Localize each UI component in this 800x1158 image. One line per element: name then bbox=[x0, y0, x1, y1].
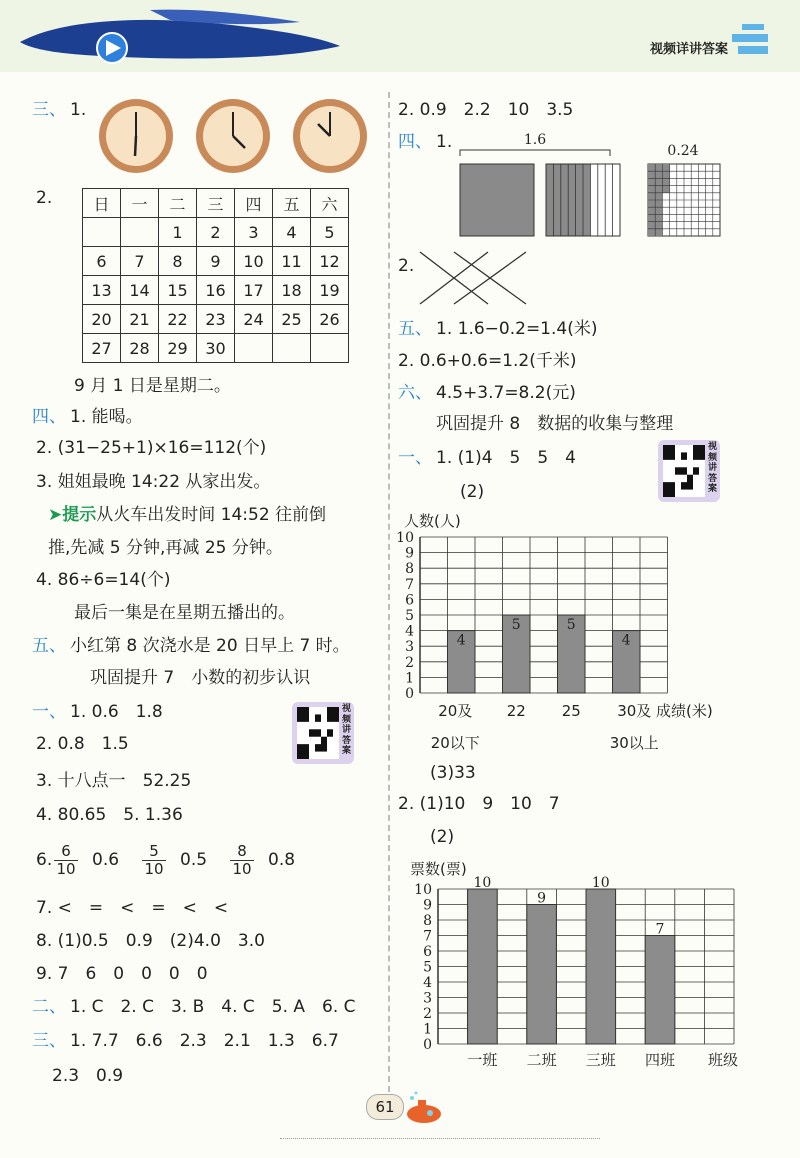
table-row bbox=[83, 276, 349, 305]
clock-icon bbox=[293, 99, 367, 173]
p8-q1-2: (2) bbox=[460, 482, 485, 502]
fraction bbox=[54, 843, 78, 878]
y-tick-label: 2 bbox=[405, 654, 414, 671]
calendar-header: 三 bbox=[197, 189, 235, 218]
decimal-value: 0.8 bbox=[268, 850, 296, 870]
data-label: 10 bbox=[473, 875, 492, 891]
calendar-cell: 9 bbox=[197, 247, 235, 276]
r-section-5-label: 五、 bbox=[398, 319, 432, 339]
hint-line-1 bbox=[48, 503, 326, 527]
hint-text: 从火车出发时间 14:52 往前倒 bbox=[96, 505, 327, 525]
p7-q8: 8. (1)0.5 0.9 (2)4.0 3.0 bbox=[36, 931, 265, 951]
chart-xlabel: 班级 bbox=[708, 1051, 739, 1069]
p7-q7: 7. < = < = < < bbox=[36, 898, 229, 918]
p7-s1: 1. 0.6 1.8 bbox=[70, 702, 163, 722]
bar bbox=[586, 889, 616, 1044]
calendar-cell bbox=[83, 218, 121, 247]
p7-section-3-label: 三、 bbox=[32, 1031, 66, 1051]
calendar-cell: 23 bbox=[197, 305, 235, 334]
y-tick-label: 1 bbox=[423, 1021, 432, 1038]
calendar-cell bbox=[235, 334, 273, 363]
data-label: 10 bbox=[591, 875, 610, 891]
data-label: 9 bbox=[537, 890, 547, 907]
qr-code[interactable] bbox=[292, 702, 354, 764]
y-tick-label: 4 bbox=[423, 975, 432, 991]
calendar-cell: 28 bbox=[121, 334, 159, 363]
chart-xlabel: 成绩(米) bbox=[656, 702, 713, 720]
calendar-cell: 6 bbox=[83, 247, 121, 276]
r-section-6-label: 六、 bbox=[398, 383, 432, 403]
calendar-cell: 2 bbox=[197, 218, 235, 247]
y-tick-label: 5 bbox=[405, 608, 414, 624]
calendar-cell: 18 bbox=[273, 276, 311, 305]
s4-q2: 2. (31−25+1)×16=112(个) bbox=[36, 438, 267, 458]
x-tick-label: 一班 bbox=[467, 1051, 498, 1069]
calendar-cell: 8 bbox=[159, 247, 197, 276]
clocks bbox=[98, 98, 378, 174]
p7-q4: 4. 80.65 5. 1.36 bbox=[36, 805, 183, 825]
x-tick-label: 30及 bbox=[617, 702, 652, 720]
qr-code-icon bbox=[663, 445, 705, 497]
r-s5-q2: 2. 0.6+0.6=1.2(千米) bbox=[398, 351, 577, 371]
bar-chart-1 bbox=[396, 506, 776, 758]
p7-q2: 2. 0.8 1.5 bbox=[36, 734, 129, 754]
qr-label: 视频讲答案 bbox=[341, 704, 351, 756]
hint-icon: ➤ bbox=[48, 505, 63, 525]
calendar-cell: 25 bbox=[273, 305, 311, 334]
r-s6: 4.5+3.7=8.2(元) bbox=[436, 383, 576, 403]
calendar-header: 一 bbox=[121, 189, 159, 218]
r-s5-q1: 1. 1.6−0.2=1.4(米) bbox=[436, 319, 598, 339]
page-number: 61 bbox=[366, 1094, 404, 1120]
calendar-cell bbox=[121, 218, 159, 247]
calendar-cell: 20 bbox=[83, 305, 121, 334]
calendar-cell: 7 bbox=[121, 247, 159, 276]
x-tick-label: 22 bbox=[506, 702, 526, 720]
fraction-numerator: 6 bbox=[54, 843, 78, 861]
p7-q3: 3. 十八点一 52.25 bbox=[36, 771, 192, 791]
bar-chart-2 bbox=[396, 852, 776, 1074]
matching-lines bbox=[418, 250, 530, 306]
y-tick-label: 3 bbox=[423, 990, 432, 1007]
calendar-cell: 11 bbox=[273, 247, 311, 276]
decimal-value: 0.6 bbox=[92, 850, 120, 870]
r-section-4-label: 四、 bbox=[398, 132, 432, 152]
calendar-header: 五 bbox=[273, 189, 311, 218]
fraction bbox=[142, 843, 166, 878]
y-tick-label: 0 bbox=[423, 1037, 432, 1053]
p8-s1: 1. (1)4 5 5 4 bbox=[436, 448, 576, 468]
y-tick-label: 10 bbox=[396, 530, 414, 546]
footer-line bbox=[280, 1138, 600, 1139]
fraction-denominator: 10 bbox=[144, 860, 164, 878]
calendar-cell: 24 bbox=[235, 305, 273, 334]
qr-code-icon bbox=[297, 707, 339, 759]
hint-label: 提示 bbox=[62, 505, 97, 525]
data-label: 5 bbox=[566, 617, 576, 633]
s3-q1-label: 1. bbox=[70, 100, 87, 120]
calendar-header: 日 bbox=[83, 189, 121, 218]
bar bbox=[527, 905, 557, 1045]
calendar-cell: 4 bbox=[273, 218, 311, 247]
data-label: 4 bbox=[456, 632, 466, 649]
y-tick-label: 3 bbox=[405, 639, 414, 656]
qr-label: 视频讲答案 bbox=[707, 442, 717, 494]
p8-q2-2: (2) bbox=[430, 827, 455, 847]
chart-ylabel: 票数(票) bbox=[410, 860, 467, 878]
decimal-value: 0.5 bbox=[180, 850, 208, 870]
s4-q1: 1. 能喝。 bbox=[70, 407, 143, 427]
fraction-denominator: 10 bbox=[232, 860, 252, 878]
x-tick-label: 20以下 bbox=[430, 734, 480, 752]
s5-text: 小红第 8 次浇水是 20 日早上 7 时。 bbox=[70, 636, 350, 656]
y-tick-label: 2 bbox=[423, 1006, 432, 1022]
y-tick-label: 1 bbox=[405, 670, 414, 687]
bar bbox=[468, 889, 498, 1044]
calendar-cell: 14 bbox=[121, 276, 159, 305]
calendar-cell: 29 bbox=[159, 334, 197, 363]
p7-section-1-label: 一、 bbox=[32, 702, 66, 722]
y-tick-label: 7 bbox=[405, 576, 414, 593]
x-tick-label: 20及 bbox=[438, 702, 473, 720]
x-tick-label: 二班 bbox=[526, 1051, 557, 1069]
header-banner bbox=[0, 0, 800, 72]
calendar-table bbox=[82, 188, 349, 363]
qr-code[interactable] bbox=[658, 440, 720, 502]
x-tick-label: 四班 bbox=[644, 1051, 676, 1069]
calendar-cell: 10 bbox=[235, 247, 273, 276]
clock-icon bbox=[99, 99, 173, 173]
calendar-cell bbox=[311, 334, 349, 363]
y-tick-label: 10 bbox=[414, 882, 432, 898]
s4-q4: 4. 86÷6=14(个) bbox=[36, 570, 171, 590]
p7-q6-label: 6. bbox=[36, 850, 53, 870]
calendar-cell: 26 bbox=[311, 305, 349, 334]
calendar-cell: 3 bbox=[235, 218, 273, 247]
calendar-cell: 27 bbox=[83, 334, 121, 363]
header-brand: 视频详讲答案 bbox=[650, 42, 729, 57]
calendar-cell bbox=[273, 334, 311, 363]
calendar-cell: 15 bbox=[159, 276, 197, 305]
fraction-numerator: 5 bbox=[142, 843, 166, 861]
table-row bbox=[83, 247, 349, 276]
p7-s2: 1. C 2. C 3. B 4. C 5. A 6. C bbox=[70, 997, 356, 1017]
table-row bbox=[83, 189, 349, 218]
calendar-header: 六 bbox=[311, 189, 349, 218]
p7-s3-a: 1. 7.7 6.6 2.3 2.1 1.3 6.7 bbox=[70, 1031, 339, 1051]
data-label: 7 bbox=[655, 921, 665, 938]
y-tick-label: 5 bbox=[423, 959, 432, 976]
section-title-7: 巩固提升 7 小数的初步认识 bbox=[90, 668, 311, 688]
s4-q3: 3. 姐姐最晚 14:22 从家出发。 bbox=[36, 472, 271, 492]
calendar-cell: 5 bbox=[311, 218, 349, 247]
section-5-label: 五、 bbox=[32, 636, 66, 656]
y-tick-label: 9 bbox=[405, 545, 414, 562]
p8-q1-3: (3)33 bbox=[430, 763, 476, 783]
y-tick-label: 8 bbox=[405, 561, 414, 578]
table-row bbox=[83, 305, 349, 334]
p8-section-1-label: 一、 bbox=[398, 448, 432, 468]
chart-ylabel: 人数(人) bbox=[404, 512, 461, 530]
y-tick-label: 7 bbox=[423, 928, 432, 945]
y-tick-label: 4 bbox=[405, 623, 414, 640]
q2-label: 2. bbox=[36, 188, 53, 208]
submarine-icon bbox=[400, 1090, 444, 1126]
calendar-cell: 16 bbox=[197, 276, 235, 305]
p7-s3-b: 2.3 0.9 bbox=[52, 1066, 124, 1086]
table-row bbox=[83, 334, 349, 363]
calendar-cell: 22 bbox=[159, 305, 197, 334]
figure-label-1: 1.6 bbox=[523, 132, 547, 148]
r-s4-q2: 2. bbox=[398, 256, 415, 276]
p7-section-2-label: 二、 bbox=[32, 997, 66, 1017]
calendar-header: 四 bbox=[235, 189, 273, 218]
y-tick-label: 9 bbox=[423, 897, 432, 914]
y-tick-label: 6 bbox=[405, 592, 414, 609]
y-tick-label: 0 bbox=[405, 686, 414, 702]
y-tick-label: 6 bbox=[423, 944, 432, 960]
calendar-cell: 17 bbox=[235, 276, 273, 305]
calendar-cell: 13 bbox=[83, 276, 121, 305]
x-tick-label: 三班 bbox=[585, 1051, 616, 1069]
bar bbox=[645, 936, 675, 1045]
x-tick-label: 25 bbox=[561, 702, 581, 720]
figure-label-2: 0.24 bbox=[667, 143, 699, 159]
calendar-cell: 30 bbox=[197, 334, 235, 363]
section-title-8: 巩固提升 8 数据的收集与整理 bbox=[436, 414, 674, 434]
hint-line-2: 推,先减 5 分钟,再减 25 分钟。 bbox=[48, 538, 283, 558]
y-tick-label: 8 bbox=[423, 913, 432, 929]
r-q2: 2. 0.9 2.2 10 3.5 bbox=[398, 100, 574, 120]
p7-q9: 9. 7 6 0 0 0 0 bbox=[36, 964, 208, 984]
fraction bbox=[230, 843, 254, 878]
column-divider bbox=[388, 92, 390, 1092]
fraction-numerator: 8 bbox=[230, 843, 254, 861]
section-4-label: 四、 bbox=[32, 407, 66, 427]
fraction-denominator: 10 bbox=[56, 860, 76, 878]
calendar-header: 二 bbox=[159, 189, 197, 218]
data-label: 4 bbox=[621, 632, 631, 649]
calendar-cell: 12 bbox=[311, 247, 349, 276]
section-3-label: 三、 bbox=[32, 100, 66, 120]
r-s4-q1: 1. bbox=[436, 132, 453, 152]
p8-q2: 2. (1)10 9 10 7 bbox=[398, 794, 560, 814]
clock-icon bbox=[196, 99, 270, 173]
calendar-cell: 19 bbox=[311, 276, 349, 305]
calendar-cell: 21 bbox=[121, 305, 159, 334]
table-row bbox=[83, 218, 349, 247]
calendar-answer: 9 月 1 日是星期二。 bbox=[74, 376, 231, 396]
decimal-figure bbox=[455, 124, 755, 244]
s4-q4-note: 最后一集是在星期五播出的。 bbox=[74, 603, 295, 623]
calendar-cell: 1 bbox=[159, 218, 197, 247]
data-label: 5 bbox=[511, 617, 521, 633]
x-tick-label: 30以上 bbox=[609, 734, 659, 752]
